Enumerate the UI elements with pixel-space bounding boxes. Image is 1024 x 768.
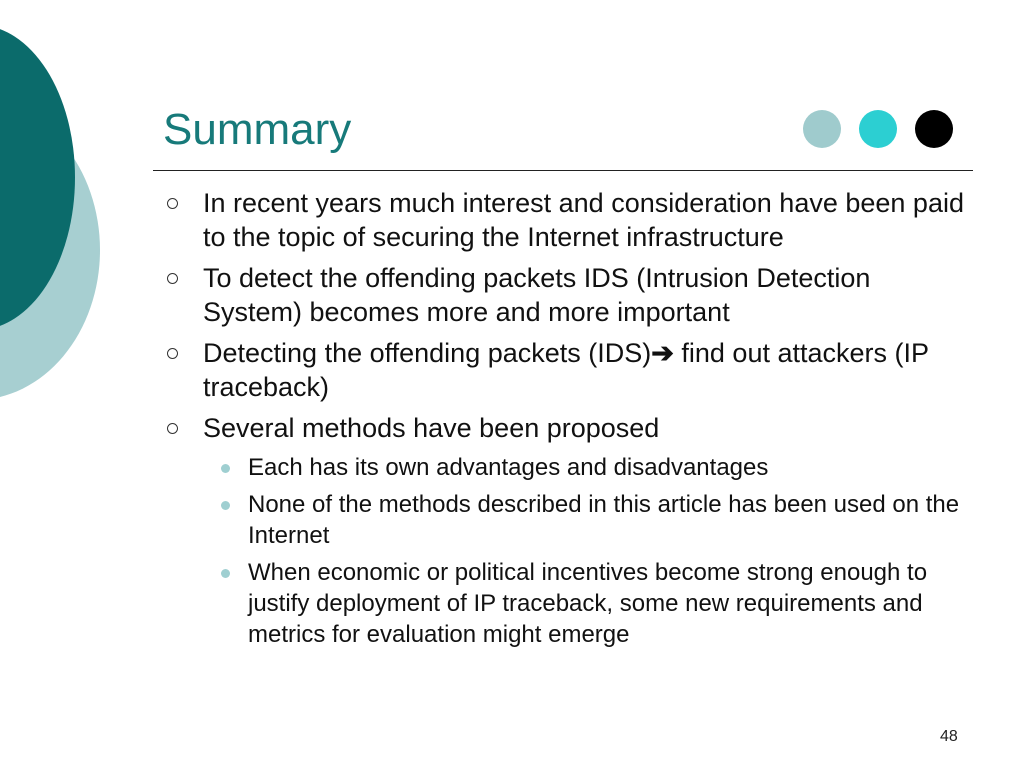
black-dot-icon bbox=[915, 110, 953, 148]
right-arrow-icon: ➔ bbox=[651, 338, 674, 368]
bullet-item bbox=[163, 411, 973, 445]
bullet-item bbox=[163, 261, 973, 329]
sub-bullet-text: Each has its own advantages and disadvantages bbox=[248, 454, 769, 481]
filled-circle-bullet-icon bbox=[221, 501, 230, 510]
page-number: 48 bbox=[940, 728, 958, 745]
hollow-circle-bullet-icon bbox=[167, 348, 178, 359]
decorative-dots bbox=[803, 110, 953, 148]
bullet-text: In recent years much interest and consideration have been paid to the topic of securing the Internet infrastructure bbox=[203, 188, 964, 252]
bullet-text: To detect the offending packets IDS (Intrusion Detection System) becomes more and more important bbox=[203, 263, 871, 327]
light-teal-dot-icon bbox=[803, 110, 841, 148]
filled-circle-bullet-icon bbox=[221, 464, 230, 473]
bullet-text-part: find out attackers (IP traceback) bbox=[203, 338, 929, 402]
bullet-text: Several methods have been proposed bbox=[203, 413, 660, 443]
sub-bullet-item bbox=[163, 452, 973, 483]
slide-body bbox=[163, 186, 973, 656]
sub-bullet-item bbox=[163, 557, 973, 650]
sub-bullet-text: None of the methods described in this article has been used on the Internet bbox=[248, 491, 960, 549]
sub-bullet-text: When economic or political incentives become strong enough to justify deployment of IP traceback, some new requirements and metrics for evaluation might emerge bbox=[248, 559, 928, 648]
filled-circle-bullet-icon bbox=[221, 569, 230, 578]
slide-title: Summary bbox=[163, 105, 352, 154]
cyan-dot-icon bbox=[859, 110, 897, 148]
sub-bullet-item bbox=[163, 489, 973, 551]
hollow-circle-bullet-icon bbox=[167, 198, 178, 209]
bullet-item bbox=[163, 336, 973, 404]
bullet-item bbox=[163, 186, 973, 254]
title-divider bbox=[153, 170, 973, 171]
hollow-circle-bullet-icon bbox=[167, 273, 178, 284]
bullet-text-part: Detecting the offending packets (IDS) bbox=[203, 338, 652, 368]
hollow-circle-bullet-icon bbox=[167, 423, 178, 434]
